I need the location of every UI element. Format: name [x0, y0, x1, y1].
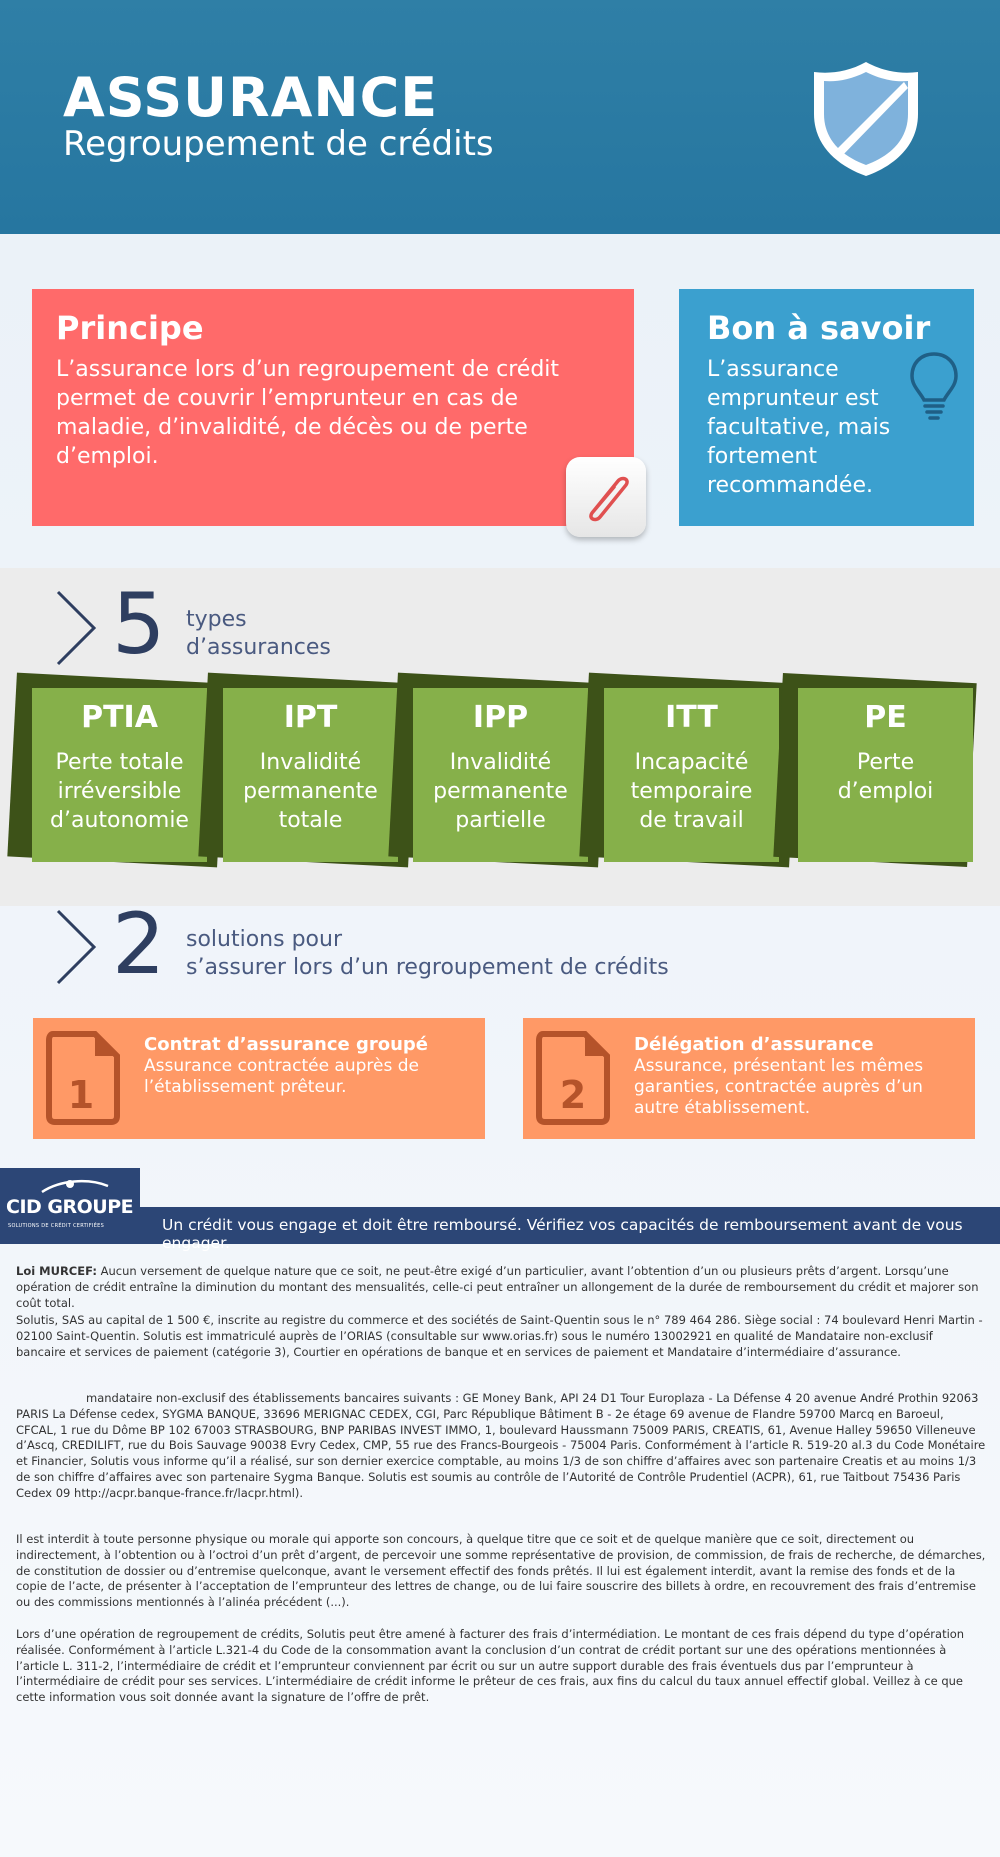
- type-card-pe: [798, 688, 973, 862]
- type-desc: Incapacité temporaire de travail: [630, 750, 753, 833]
- type-desc: Perte totale irréversible d’autonomie: [50, 750, 189, 833]
- chevron-right-icon: [54, 907, 98, 987]
- type-card-ipt: [223, 688, 398, 862]
- type-desc: Perte d’emploi: [837, 750, 934, 804]
- solution-title: Délégation d’assurance: [634, 1034, 874, 1055]
- cid-logo: [0, 1168, 140, 1244]
- solution-badge: 1: [67, 1073, 95, 1117]
- solution-badge: 2: [559, 1073, 587, 1117]
- solution-text: Assurance, présentant les mêmes garanties, contractée auprès d’un autre établissement.: [634, 1056, 924, 1118]
- type-card-ptia: [32, 688, 207, 862]
- type-code: ITT: [665, 700, 718, 735]
- bon-a-savoir-text: L’assurance emprunteur est facultative, mais fortement recommandée.: [707, 357, 891, 498]
- principe-text: L’assurance lors d’un regroupement de crédit permet de couvrir l’emprunteur en cas de maladie, d’invalidité, de décès ou de perte d’emploi.: [56, 357, 560, 469]
- legal-paragraph-4: Lors d’une opération de regroupement de crédits, Solutis peut être amené à facturer des frais d’intermédiation. Le montant de ces frais dépend du type d’opération réalisée. Conformément à l’article L.321-4 du Code de la consommation avant la conclusion d’un contrat de crédit portant sur une des opérations mentionnées à l’article L. 311-2, l’intermédiaire de crédit et l’emprunteur conviennent par écrit ou sur un autre support durable des frais éventuels dus par l’emprunteur à l’intermédiaire de crédit pour ses services. L’intermédiaire de crédit informe le prêteur de ces frais, aux fins du calcul du taux annuel effectif global. Veillez à ce que cette information vous soit donnée avant la signature de l’offre de prêt.: [16, 1627, 965, 1705]
- type-card-ipp: [413, 688, 588, 862]
- solutions-label: [186, 926, 669, 982]
- cid-name: CID GROUPE: [6, 1196, 134, 1218]
- legal-paragraph-2: mandataire non-exclusif des établissements bancaires suivants : GE Money Bank, API 24 D1 Tour Europlaza - La Défense 4 20 avenue André Prothin 92063 PARIS La Défense cedex, SYGMA BANQUE, 33696 MERIGNAC CEDEX, CGI, Parc République Bâtiment B - 2e étage 69 avenue de Flandre 59700 Marcq en Baroeul, CFCAL, 1 rue du Dôme BP 102 67003 STRASBOURG, BNP PARIBAS INVEST IMMO, 1, boulevard Haussmann 75009 PARIS, CREATIS, 61, Avenue Halley 59650 Villeneuve d’Ascq, CREDILIFT, rue du Bois Sauvage 90038 Evry Cedex, CMP, 55 rue des Francs-Bourgeois - 75004 Paris. Conformément à l’article R. 519-20 al.3 du Code Monétaire et Financier, Solutis vous informe qu’il a réalisé, sur son dernier exercice comptable, au moins 1/3 de son chiffre d’affaires avec son partenaire Creatis et au moins 1/3 de son chiffre d’affaires avec son partenaire Sygma Banque. Solutis est soumis au contrôle de l’Autorité de Contrôle Prudentiel (ACPR), 61, rue Taitbout 75436 Paris Cedex 09 http://acpr.banque-france.fr/lacpr.html).: [16, 1391, 986, 1500]
- types-count: 5: [112, 575, 166, 673]
- type-code: PTIA: [81, 700, 158, 735]
- solution-text: Assurance contractée auprès de l’établissement prêteur.: [144, 1056, 420, 1097]
- document-icon: [43, 1028, 123, 1128]
- solutions-label-line2: s’assurer lors d’un regroupement de crédits: [186, 955, 669, 980]
- types-label-line2: d’assurances: [186, 635, 331, 660]
- types-label-line1: types: [186, 607, 247, 632]
- page-subtitle: Regroupement de crédits: [63, 124, 494, 164]
- solution-title: Contrat d’assurance groupé: [144, 1034, 429, 1055]
- shield-icon: [810, 58, 922, 178]
- page-title: ASSURANCE: [63, 66, 439, 129]
- solutions-count: 2: [112, 895, 166, 993]
- legal-murcef: Loi MURCEF: Aucun versement de quelque nature que ce soit, ne peut-être exigé d’un particulier, avant l’obtention d’un ou plusieurs prêts d’argent. Lorsqu’une opération de crédit entraîne la diminution du montant des mensualités, celle-ci peut entraîner un allongement de la durée de remboursement du crédit et majorer son coût total.: [16, 1264, 979, 1310]
- swoosh-icon: [40, 1176, 110, 1196]
- credit-warning-bar: [140, 1207, 1000, 1252]
- paperclip-icon: [580, 469, 634, 525]
- types-label: [186, 606, 331, 662]
- solution-card-2: [523, 1018, 975, 1139]
- document-icon: [533, 1028, 613, 1128]
- lightbulb-icon: [908, 350, 960, 422]
- type-card-itt: [604, 688, 779, 862]
- type-code: PE: [864, 700, 907, 735]
- principe-box: [32, 289, 634, 526]
- solution-card-1: [33, 1018, 485, 1139]
- credit-warning-text: Un crédit vous engage et doit être remboursé. Vérifiez vos capacités de remboursement avant de vous engager.: [162, 1216, 963, 1252]
- type-desc: Invalidité permanente partielle: [433, 750, 568, 833]
- legal-paragraph-1: Solutis, SAS au capital de 1 500 €, inscrite au registre du commerce et des sociétés de Saint-Quentin sous le n° 789 464 286. Siège social : 74 boulevard Henri Martin - 02100 Saint-Quentin. Solutis est immatriculé auprès de l’ORIAS (consultable sur www.orias.fr) sous le numéro 13002921 en qualité de Mandataire non-exclusif bancaire et services de paiement (catégorie 3), Courtier en opérations de banque et en services de paiement et Mandataire d’intermédiaire d’assurance.: [16, 1313, 983, 1359]
- cid-tagline: SOLUTIONS DE CRÉDIT CERTIFIÉES: [8, 1223, 105, 1229]
- principe-title: Principe: [56, 309, 204, 347]
- type-code: IPP: [472, 700, 529, 735]
- paperclip-tile: [566, 457, 646, 537]
- bon-a-savoir-title: Bon à savoir: [707, 309, 931, 347]
- type-code: IPT: [283, 700, 338, 735]
- chevron-right-icon: [54, 588, 98, 668]
- legal-paragraph-3: Il est interdit à toute personne physique ou morale qui apporte son concours, à quelque titre que ce soit et de quelque manière que ce soit, directement ou indirectement, à l’obtention ou à l’octroi d’un prêt d’argent, de percevoir une somme représentative de provision, de commission, de frais de recherche, de démarches, de constitution de dossier ou d’entremise quelconque, avant le versement effectif des fonds prêtés. Il lui est également interdit, avant la remise des fonds et de la copie de l’acte, de présenter à l’acceptation de l’emprunteur des lettres de change, ou de lui faire souscrire des billets à ordre, en recouvrement des frais d’entremise ou des commissions mentionnés à l’alinéa précédent (...).: [16, 1532, 986, 1610]
- type-desc: Invalidité permanente totale: [243, 750, 378, 833]
- solutions-label-line1: solutions pour: [186, 927, 342, 952]
